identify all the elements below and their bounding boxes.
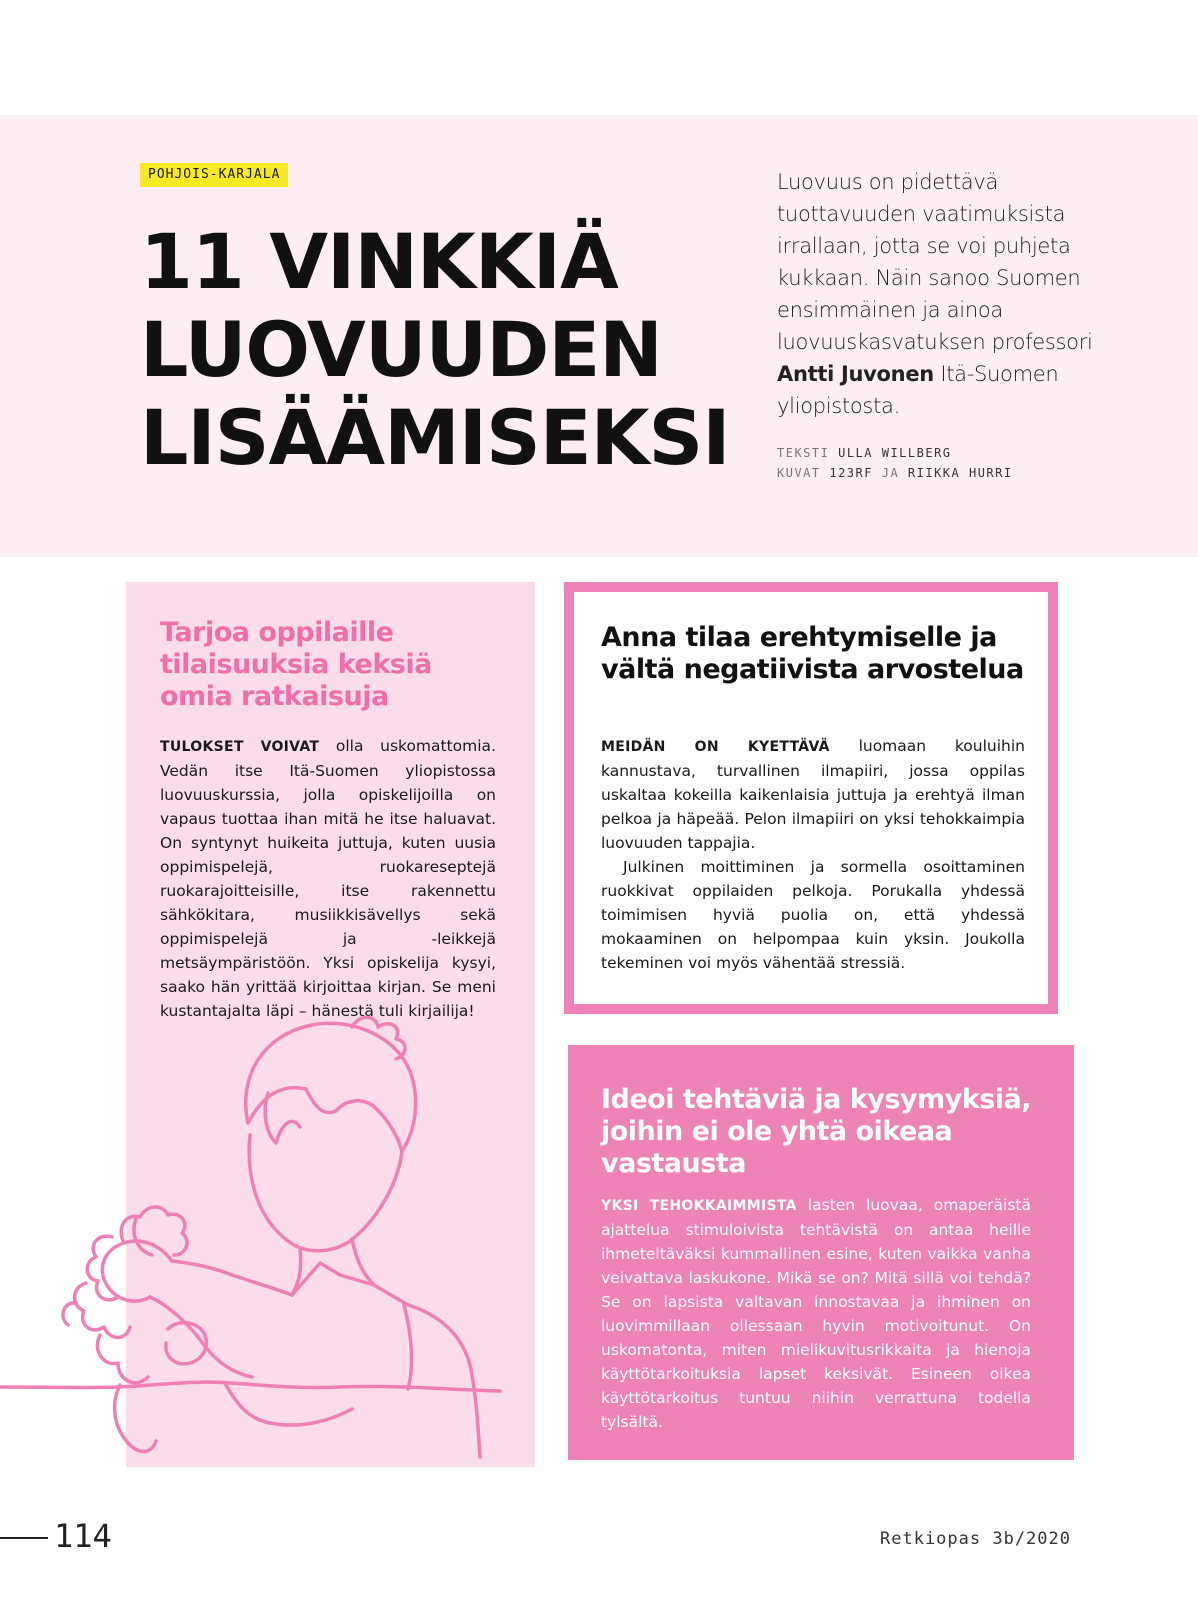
credit-text-label: TEKSTI	[777, 446, 830, 460]
tip-2-text-1: luomaan kouluihin kannustava, turvallinen ilmapiiri, jossa oppilas uskaltaa kokeilla kaikenlaisia juttuja ja erehtyä ilman pelkoa ja häpeää. Pelon ilmapiiri on yksi tehokkaimpia luovuuden tappajia.	[601, 737, 1025, 852]
lead-end: Itä-Suomen yliopistosta.	[777, 362, 1059, 418]
tip-2-lead-in: MEIDÄN ON KYETTÄVÄ	[601, 739, 830, 755]
credit-photo-author: RIIKKA HURRI	[907, 466, 1013, 480]
credit-photo-row	[777, 463, 1013, 483]
page-number: 114	[54, 1517, 112, 1555]
tip-1-body	[160, 734, 496, 1023]
tip-1-heading: Tarjoa oppilaille tilaisuuksia keksiä omia ratkaisuja	[160, 617, 432, 712]
credits	[777, 443, 1013, 483]
tip-2-paragraph-2: Julkinen moittiminen ja sormella osoittaminen ruokkivat oppilaiden pelkoja. Porukalla yhdessä toimimisen hyviä puolia on, että yhdessä mokaaminen on helpompaa kuin yksin. Joukolla tekeminen voi myös vähentää stressiä.	[601, 858, 1025, 972]
person-line-drawing-icon	[0, 1005, 540, 1490]
tip-1-lead-in: TULOKSET VOIVAT	[160, 739, 320, 755]
tip-3-text: lasten luovaa, omaperäistä ajattelua stimuloivista tehtävistä on antaa heille ihmeteltäväksi kummallinen esine, kuten vaikka vanha veivattava laskukone. Mikä se on? Mitä sillä voi tehdä? Se on lapsista valtavan innostavaa ja ihminen on luovimmillaan ollessaan hyvin motivoitunut. On uskomatonta, miten mielikuvitusrikkaita ja hienoja käyttötarkoituksia lapset keksivät. Esineen oikea käyttötarkoitus tuntuu niihin verrattuna todella tylsältä.	[601, 1196, 1032, 1431]
title-line-3: LISÄÄMISEKSI	[140, 393, 730, 482]
footer-rule	[0, 1537, 48, 1539]
credit-photo-source: 123RF	[829, 466, 873, 480]
credit-photo-label: KUVAT	[777, 466, 821, 480]
tip-2-heading: Anna tilaa erehtymiselle ja vältä negatiivista arvostelua	[601, 622, 1024, 685]
lead-paragraph	[777, 166, 1097, 422]
page-title	[140, 218, 760, 482]
title-line-1: 11 VINKKIÄ	[140, 217, 618, 306]
tip-1-text: olla uskomattomia. Vedän itse Itä-Suomen yliopistossa luovuuskurssia, jolla opiskelijoilla on vapaus tuottaa ihan mitä he itse haluavat. On syntynyt huikeita juttuja, kuten uusia oppimispelejä, ruokareseptejä ruokarajoitteisille, itse rakennettu sähkökitara, musiikkisävellys sekä oppimispelejä ja -leikkejä metsäympäristöön. Yksi opiskelija kysyi, saako hän yrittää kirjoittaa kirjan. Se meni kustantajalta läpi – hänestä tuli kirjailija!	[160, 737, 496, 1020]
tip-3-heading: Ideoi tehtäviä ja kysymyksiä, joihin ei ole yhtä oikeaa vastausta	[601, 1084, 1032, 1179]
lead-text: Luovuus on pidettävä tuottavuuden vaatimuksista irrallaan, jotta se voi puhjeta kukkaan. Näin sanoo Suomen ensimmäinen ja ainoa luovuuskasvatuksen professori	[777, 170, 1093, 354]
credit-text-author: ULLA WILLBERG	[838, 446, 952, 460]
region-tag: POHJOIS-KARJALA	[140, 163, 288, 187]
title-line-2: LUOVUUDEN	[140, 305, 662, 394]
credit-photo-and: JA	[881, 466, 900, 480]
credit-text-row	[777, 443, 1013, 463]
publication-info: Retkiopas 3b/2020	[880, 1529, 1071, 1549]
tip-3-lead-in: YKSI TEHOKKAIMMISTA	[601, 1198, 797, 1214]
tip-2-paragraph-1	[601, 734, 1025, 855]
tip-3-body	[601, 1193, 1031, 1434]
tip-2-body	[601, 734, 1025, 975]
lead-name: Antti Juvonen	[777, 362, 934, 386]
